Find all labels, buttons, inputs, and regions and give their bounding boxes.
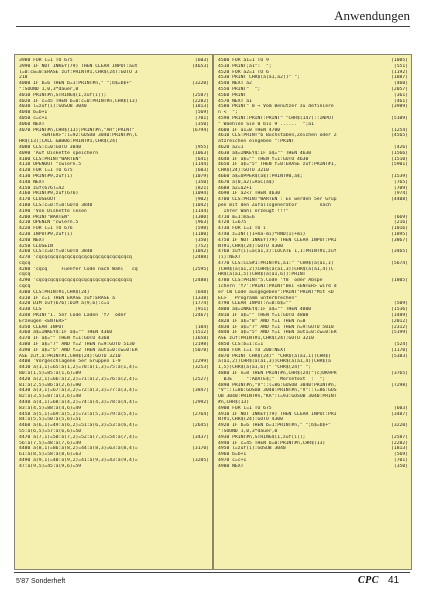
code-text: 4790 CLEAR INPUT:n=0:b$="" [218, 301, 292, 307]
code-text: ASE zuf,a:PRINT#1,CHR$(24):GOTO 3210 [19, 353, 121, 359]
code-text: 4280 'cqcq Fuenfer Code nach Wahl cq [19, 266, 138, 272]
code-text: 4660 a$=UPPER$(a$):PRINT#0,a$; [218, 173, 303, 179]
code-text: Erzeugen <ENTER>" [19, 318, 67, 324]
code-text: 4440 a(4,1)=68:a(4,2)=74:a(4,3)=78:a(4,4)= [19, 400, 138, 406]
code-text: 4620 a2=1 [218, 144, 244, 150]
checksum: [3170] [192, 446, 209, 452]
checksum: [569] [194, 110, 209, 116]
code-text: 4560 PRINT [218, 92, 247, 98]
code-text: "V"::l=86:GOSUB 3040:PRINT#n,"V"::l=86:GOS [218, 388, 337, 394]
checksum: [2012] [391, 318, 408, 324]
code-text: 4580 PRINT" 0 → Vom Benutzer zu definiere [218, 104, 334, 110]
checksum: [3465] [391, 249, 408, 255]
code-text: 4310 IF c=1 THEN ERASE zuf:ERASE a [19, 295, 115, 301]
checksum: [4408] [391, 197, 408, 203]
checksum: [569] [393, 452, 408, 458]
checksum: [603] [194, 58, 209, 63]
code-text: 4130 PRINT#9,zuf(i) [19, 173, 73, 179]
code-text: 4510 PRINT;a1": "; [218, 63, 272, 69]
checksum: [5674] [391, 260, 408, 266]
code-text: ":SOUND 1,0,3*dauer,0 [218, 429, 278, 434]
checksum: [1300] [192, 214, 209, 220]
checksum: [3487] [391, 411, 408, 417]
checksum: [1085] [391, 58, 408, 63]
code-text: HR$(13);CALL &BB06:PRINT#1,CHR$(24) [19, 139, 118, 145]
checksum: [2198] [192, 342, 209, 348]
checksum: [1016] [391, 226, 408, 232]
code-text: 4360 a$=INKEY$:IF a$="" THEN 4360 [19, 330, 113, 336]
code-text: 4020 IF c=45 THEN b=0:c=0:PRINT#n,CHR$(13) [19, 98, 138, 104]
checksum: [1566] [391, 150, 408, 156]
code-text: 4770 CLS:CLS#1:PRINT#1,a1:" "CHR$(a(a1,1) [218, 260, 334, 266]
page-header-title: Anwendungen [334, 8, 410, 23]
checksum: [524] [393, 342, 408, 348]
code-text: 4600 IF a1=0 THEN 4700 [218, 127, 281, 133]
checksum: [1192] [391, 69, 408, 75]
checksum: [1254] [391, 127, 408, 133]
code-text: 4570 NEXT a1 [218, 98, 252, 104]
code-text: 4610 CLS:PRINT"6 Buchstaben,Zeichen oder Z [218, 133, 337, 139]
code-text: BJE ":ADATE$;" Morsetext : "; [218, 376, 326, 382]
code-text: 4550 PRINT" "; [218, 86, 261, 92]
code-text: 4670 a(0,a2)=ASC(a$) [218, 179, 275, 185]
issue-label: 5'87 Sonderheft [16, 578, 66, 585]
checksum: [551] [393, 63, 408, 69]
code-text: er CW Code ausgegeben":PRINT"PRINT"Mit <D [218, 289, 334, 295]
code-text: 4320 DIM zuf(676):DIM a(9,6):c=1 [19, 301, 110, 307]
code-text: 81:a(2,5)=86:a(2,6)=90 [19, 382, 82, 388]
code-text: CHR$(24):GOTO 3210 [218, 168, 269, 174]
checksum: [350] [194, 179, 209, 185]
code-text: 4930 PRINT#n,STRING$(1,zuf(i)); [218, 434, 306, 440]
code-text: 4010 PRINT#n,STRING$(1,zuf(i)); [19, 92, 107, 98]
listing-column-left [14, 54, 213, 570]
checksum [207, 464, 209, 470]
checksum: [3867] [391, 237, 408, 243]
code-text: 4240 NEXT [19, 237, 45, 243]
checksum: [1144] [192, 162, 209, 168]
checksum: [5383] [391, 353, 408, 359]
checksum: [1079] [192, 173, 209, 179]
checksum: [350] [194, 121, 209, 127]
code-text: Ihrer Wahl erzeugt !!!" [218, 208, 289, 214]
checksum: [2488] [192, 255, 209, 261]
code-text: 4710 m=1:ma=6 [218, 214, 255, 220]
code-text: 4220 FOR i=1 TO 676 [19, 226, 73, 232]
code-text: 4650 IF a$="5" THEN f=0:ERASE zuf:PRINT#1, [218, 162, 337, 168]
code-text: 4340 PRINT"1. 5er Code Laden 'f7 oder [19, 313, 127, 319]
code-text: 4090 'Auf Diskette speichern [19, 150, 99, 156]
checksum: [1042] [192, 202, 209, 208]
code-text: 4840 IF a$="5" AND f=1 THEN aut1=0:cw=0:ER [218, 330, 337, 336]
listing-column-right [213, 54, 412, 570]
code-text: 55:a(6,5)=57:a(6,6)=50 [19, 429, 82, 434]
checksum: [1170] [391, 347, 408, 353]
checksum: [2057] [391, 86, 408, 92]
code-text: 4690 IF a2<7 THEN 4630 [218, 191, 281, 197]
code-text: 4860 FOR i=1 TO 200:NEXT [218, 347, 286, 353]
code-line [218, 464, 408, 470]
code-text: 4910 IF NOT INKEY(79) THEN CLEAR INPUT:PRI [218, 411, 337, 417]
code-text: 4630 a$=INKEY$:IF a$="" THEN 4630 [218, 150, 312, 156]
code-text: atzreichen eingeben ":PRINT [218, 139, 295, 145]
code-text: 4430 a(3,1)=67:a(3,2)=72:a(3,3)=77:a(3,4)= [19, 388, 138, 394]
code-text: 4680 a2=a2+1 [218, 185, 252, 191]
code-text: 4850 CLS:b=1:c=1 [218, 342, 264, 348]
checksum: [1813] [391, 446, 408, 452]
code-text: 4500 FOR a1=1 TO 9 [218, 58, 269, 63]
checksum: [2992] [192, 400, 209, 406]
code-text: 4590 PRINT:PRINT:PRINT" "CHR$(147)::INPUT [218, 115, 334, 121]
code-text: 4760 zuf(i)=a(a1,z):LOCATE 1,1:PRINT#1,zuf [218, 249, 337, 255]
code-text: 4260 CLS:c=0:f=0:GOTO 3840 [19, 249, 93, 255]
checksum: [2645] [192, 423, 209, 429]
code-text: 4700 CLS:PRINT"WARTEN : Es werden 5er Grup [218, 197, 337, 203]
code-text: cqcq [19, 284, 31, 290]
checksum: [3989] [391, 104, 408, 110]
checksum: [1094] [192, 191, 209, 197]
code-text: pen mit den Zufallsgenerator nach [218, 202, 331, 208]
code-text: 47:a(9,5)=45:a(9,6)=59 [19, 463, 82, 469]
code-text: 4800 a$=INKEY$:IF a$="" THEN 4800 [218, 307, 312, 313]
checksum: [752] [194, 243, 209, 249]
code-text: 4980 NEXT [218, 463, 244, 469]
checksum: [5109] [391, 115, 408, 121]
code-text: 4540 NEXT a2 [218, 81, 252, 87]
checksum: [5901] [391, 162, 408, 168]
checksum: [963] [194, 220, 209, 226]
code-text: 4940 IF c=45 THEN b=0:PRINT#n,CHR$(13) [218, 440, 326, 446]
checksum: [2299] [192, 359, 209, 365]
code-text: 84:a(5,5)=50:a(5,6)=51 [19, 417, 82, 423]
code-text: cqcq [19, 260, 31, 266]
code-text: 4740 z=INT((1+ma-mi)*RND(1)+mi) [218, 231, 306, 237]
code-text: 4460 a(6,1)=49:a(6,2)=51:a(6,3)=53:a(6,4)= [19, 423, 138, 429]
checksum: [1144] [192, 208, 209, 214]
code-text: (i):NEXT [218, 255, 241, 261]
code-text: 4380 IF a$="7" AND f=2 THEN n=9:GOTO 5130 [19, 342, 135, 348]
code-text: 4180 CLS:c=0:f=0:GOTO 3840 [19, 202, 93, 208]
code-text: 4830 IF a$="7" AND f=1 THEN n=9:GOTO 5010 [218, 324, 334, 330]
code-text: 4160 PRINT#9,zuf(676) [19, 191, 79, 197]
code-text: 4200 PRINT"WARTEN" [19, 214, 70, 220]
checksum: [603] [393, 405, 408, 411]
code-text: 4140 NEXT [19, 179, 45, 185]
code-text: 4450 a(5,1)=69:a(5,2)=73:a(5,3)=79:a(5,4)= [19, 411, 138, 417]
code-text: HR$(a(a1,5))CHR$(a(a1,6)):PRINT [218, 272, 306, 278]
checksum: [1536] [391, 307, 408, 313]
code-text: 4750 IF NOT INKEY(79) THEN CLEAR INPUT:PRI [218, 237, 337, 243]
checksum: [4653] [192, 63, 209, 69]
code-text: 4070 PRINT#n,CHR$(13);PRINT#n,"AR";PRINT" [19, 127, 135, 133]
code-text: 4370 IF a$="" THEN f=1:GOTO 4360 [19, 336, 110, 342]
code-text: 4640 IF a$="" THEN f=1:GOTO 4630 [218, 156, 309, 162]
checksum: [2764] [192, 411, 209, 417]
code-text: 4970 c=c+1 [218, 457, 247, 463]
code-text: EL> Programm unterbrechen" [218, 295, 298, 301]
checksum: [1539] [391, 173, 408, 179]
code-text: 4400 'Vorgeschlagene 5er Gruppen 1-9 [19, 359, 121, 365]
checksum: [701] [393, 457, 408, 463]
code-text: )CHR$(a(a1,2))CHR$(a(a1,3))CHR$(a(a1,4))C [218, 266, 334, 272]
checksum: [2467] [192, 313, 209, 319]
checksum: [709] [393, 185, 408, 191]
code-line [19, 464, 209, 470]
code-text: 210 [19, 75, 28, 81]
checksum: [1489] [391, 313, 408, 319]
code-text: 4290 'cqcqcqcqcqcqcqcqcqcqcqcqcqcqcqcqcq [19, 278, 132, 284]
code-text: 56:a(7,5)=48:a(7,6)=49 [19, 440, 82, 446]
code-text: ":SOUND 1,0,3*dauer,0 [19, 86, 79, 92]
code-text: 4270 'cqcqcqcqcqcqcqcqcqcqcqcqcqcqcqcqcq [19, 255, 132, 261]
checksum: [4565] [391, 133, 408, 139]
checksum: [460] [393, 81, 408, 87]
checksum: [1774] [192, 301, 209, 307]
checksum: [426] [393, 144, 408, 150]
checksum: [3437] [192, 434, 209, 440]
code-text: <ENTER>":l=92:GOSUB 3040:PRINT#n,C [19, 133, 138, 139]
code-text: 61:a(8,5)=58:a(8,6)=63 [19, 452, 82, 458]
code-text: 4530 PRINT CHR$(a(a1,a2))" "; [218, 75, 300, 81]
checksum: [648] [194, 289, 209, 295]
checksum: [2527] [192, 376, 209, 382]
checksum: [2282] [391, 440, 408, 446]
code-text: 3980 FOR i=1 TO 675 [19, 58, 73, 63]
magazine-brand: CPC [358, 575, 379, 586]
checksum: [3765] [391, 371, 408, 377]
code-text: 1,5))CHR$(a(a1,6))" "CHR$(24)" "; [218, 365, 312, 371]
code-text: 4120 FOR i=1 TO 675 [19, 168, 73, 174]
checksum: [821] [194, 185, 209, 191]
checksum: [902] [194, 197, 209, 203]
code-text: 4230 INPUT#9,zuf(i) [19, 231, 73, 237]
checksum: [974] [393, 191, 408, 197]
code-text: n < "; [218, 110, 238, 116]
code-text: 4110 OPENOUT "cwlern.5 [19, 162, 82, 168]
code-text: 4250 CLOSEIN [19, 243, 53, 249]
code-text: 82:a(3,5)=87:a(3,6)=48 [19, 394, 82, 400]
code-text: 4480 a(8,1)=86:a(8,2)=44:a(8,3)=63:a(8,4)= [19, 446, 138, 452]
code-text: 4780 CLS:PRINT"5.Code 'f8 oder Abspe [218, 278, 323, 284]
checksum: [1510] [391, 156, 408, 162]
checksum: [1512] [192, 330, 209, 336]
code-text: #n,CHR$(13) [218, 400, 250, 406]
code-text: 4190 'Von Diskette lesen [19, 208, 87, 214]
checksum: [765] [393, 179, 408, 185]
code-text: NT#1,CHR$(24):GOTO 4300 [218, 243, 283, 249]
code-text: 4960 b=b+1 [218, 452, 247, 458]
code-text: UB 3040:PRINT#n,"KA":l=93:GOSUB 3040:PRINT [218, 394, 337, 400]
code-text: 4300 CLS:PRINT#1,CHR$(24) [19, 289, 90, 295]
code-text: 4040 b=b+1 [19, 110, 48, 116]
code-text: 4950 l=zuf(i):GOSUB 3040 [218, 446, 286, 452]
code-text: 4870 PRINT CHR$(24)" "CHR$(a(a1,1))CHR$( [218, 353, 331, 359]
code-text: 4820 IF a$="8" AND f=1 THEN n=8 [218, 318, 306, 324]
checksum: [1042] [192, 249, 209, 255]
checksum: [350] [194, 237, 209, 243]
checksum: [1887] [391, 75, 408, 81]
checksum: [641] [194, 156, 209, 162]
code-text: ichern 'f7':PRINT:PRINT"Bei <ENTER> wird d [218, 284, 337, 290]
code-text: 4470 a(7,1)=50:a(7,2)=52:a(7,3)=54:a(7,4)= [19, 434, 138, 440]
checksum: [5078] [192, 347, 209, 353]
code-text: ASE zuf:PRINT#1,CHR$(24):GOTO 3210 [218, 336, 314, 342]
checksum: [955] [194, 144, 209, 150]
checksum: [3220] [391, 423, 408, 429]
checksum: [1063] [192, 150, 209, 156]
checksum: [598] [194, 226, 209, 232]
checksum: [1895] [391, 231, 408, 237]
code-text: 4210 OPENIN "cwlern.5 [19, 220, 79, 226]
code-text: 4030 l=zuf(i):GOSUB 3040 [19, 104, 87, 110]
checksum: [701] [194, 115, 209, 121]
checksum: [2587] [391, 434, 408, 440]
checksum: [669] [393, 214, 408, 220]
checksum: [1805] [391, 278, 408, 284]
checksum: [1338] [192, 295, 209, 301]
code-text: 4060 NEXT [19, 121, 45, 127]
checksum: [7298] [391, 382, 408, 388]
code-text: 4350 CLEAR INPUT [19, 324, 65, 330]
checksum: [216] [393, 220, 408, 226]
checksum: [2595] [192, 266, 209, 272]
code-text: 4330 CLS [19, 307, 42, 313]
checksum: [6794] [192, 127, 209, 133]
checksum: [2312] [391, 324, 408, 330]
code-text: NT#1,CHR$(24):GOTO 4300 [218, 417, 283, 423]
checksum: [184] [194, 324, 209, 330]
checksum: [3253] [192, 365, 209, 371]
code-text: 4080 CLS:c=0:GOTO 3040 [19, 144, 82, 150]
code-text: 4880 IF n=8 THEN PRINT#n,CHR$(24)"(c)DK9PR [218, 371, 337, 377]
code-text: l=0:cw=0:ERASE zuf:PRINT#1,CHR$(24):GOTO 3 [19, 69, 138, 75]
code-text: 4490 a(9,1)=40:a(9,2)=41:a(9,3)=43:a(9,4)= [19, 457, 138, 463]
code-text: 4720 i=675 [218, 220, 247, 226]
code-text: 4890 PRINT#n,"V"::l=86:GOSUB 3040:PRINT#n, [218, 382, 337, 388]
checksum: [509] [393, 301, 408, 307]
checksum: [911] [194, 307, 209, 313]
code-text: 4150 zuf(676)=42 [19, 185, 65, 191]
code-text: 4050 c=c+1 [19, 115, 48, 121]
checksum: [461] [393, 98, 408, 104]
checksum: [2488] [192, 278, 209, 284]
checksum: [2587] [192, 92, 209, 98]
code-text: 4420 a(2,1)=66:a(2,2)=71:a(2,3)=76:a(2,4)= [19, 376, 138, 382]
checksum: [5199] [391, 330, 408, 336]
checksum: [350] [393, 463, 408, 469]
code-text: 4730 FOR i=1 TO i [218, 226, 266, 232]
footer-rule [14, 572, 410, 573]
code-text: 4000 IF b=6 THEN b=1:PRINT#n," ";b$=b$+" [19, 81, 132, 87]
checksum: [1180] [192, 231, 209, 237]
code-text: 4920 IF b=6 THEN b=1:PRINT#n," ";b$=b$+" [218, 423, 331, 429]
checksum: [1658] [192, 336, 209, 342]
code-text: 4810 IF a$="" THEN f=1:GOTO 4800 [218, 313, 309, 319]
checksum: [3285] [192, 457, 209, 463]
checksum: [1813] [192, 104, 209, 110]
code-text: 4900 FOR i=1 TO 675 [218, 405, 272, 411]
code-text: 4520 FOR a2=1 TO 6 [218, 69, 269, 75]
code-text: 4100 CLS:PRINT"WARTEN" [19, 156, 82, 162]
code-text: 3990 IF NOT INKEY(79) THEN CLEAR INPUT:aut [19, 63, 138, 69]
checksum: [603] [194, 168, 209, 174]
code-text: " Waehlen Sie 0 bis 9 ...... ";a1 [218, 121, 314, 127]
code-text: 4390 IF a$="5" AND f=2 THEN aut1=0:cw=0:ER [19, 347, 138, 353]
checksum: [3220] [192, 81, 209, 87]
checksum: [2282] [192, 98, 209, 104]
code-text: cqcq [19, 272, 31, 278]
checksum: [361] [393, 92, 408, 98]
code-text: 4410 a(1,1)=65:a(1,2)=70:a(1,3)=75:a(1,4)= [19, 365, 138, 371]
code-text: 83:a(4,5)=88:a(4,6)=49 [19, 405, 82, 411]
code-text: a(a1,2))CHR$(a(a1,3))CHR$(a(a1,4))CHR$(a [218, 359, 331, 365]
checksum: [3847] [192, 388, 209, 394]
code-text: 4170 CLOSEOUT [19, 197, 56, 203]
code-text: 80:a(1,5)=85:a(1,6)=89 [19, 371, 82, 377]
page-number: 41 [388, 575, 400, 586]
header-rule [16, 26, 410, 27]
